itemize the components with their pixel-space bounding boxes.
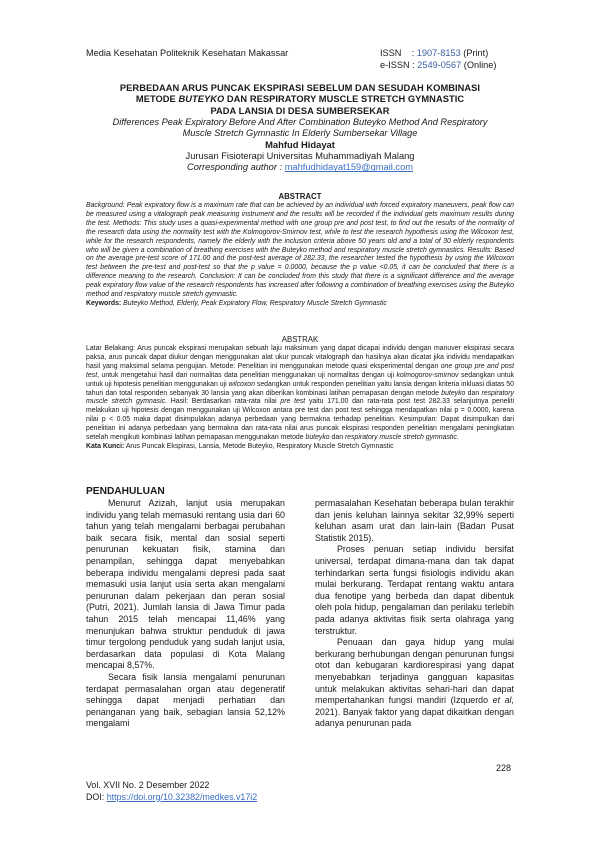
title-line-2 — [86, 94, 514, 105]
title-line-1: PERBEDAAN ARUS PUNCAK EKSPIRASI SEBELUM DAN SESUDAH KOMBINASI — [119, 83, 481, 93]
author-affiliation: Jurusan Fisioterapi Universitas Muhammadiyah Malang — [185, 150, 415, 161]
title-line-3: PADA LANSIA DI DESA SUMBERSEKAR — [210, 105, 390, 116]
title-block — [86, 83, 514, 174]
english-title-line-1: Differences Peak Expiratory Before And After Combination Buteyko Method And Respiratory — [112, 116, 488, 127]
volume-info: Vol. XVII No. 2 Desember 2022 — [86, 780, 210, 790]
abstrak-keywords — [86, 443, 514, 452]
author-email-link[interactable]: mahfudhidayat159@gmail.com — [284, 162, 413, 173]
issn-online-link[interactable]: 2549-0567 — [417, 60, 462, 70]
issn-block — [380, 47, 496, 71]
paragraph: permasalahan Kesehatan beberapa bulan terakhir dan jenis keluhan lainnya sekitar 32,99% seperti keluhan asam urat dan lain-lain (Badan Pusat Statistik 2015). — [315, 498, 514, 543]
section-heading-pendahuluan: PENDAHULUAN — [86, 486, 165, 497]
issn-print-link[interactable]: 1907-8153 — [416, 48, 461, 58]
doi-link[interactable]: https://doi.org/10.32382/medkes.v17i2 — [106, 791, 258, 802]
paragraph: Secara fisik lansia mengalami penurunan terdapat permasalahan organ atau degeneratif sehingga dapat menjadi perhatian dan penanganan yang baik, sebagian lansia 52,12% mengalami — [86, 671, 285, 729]
body-column-right — [315, 486, 514, 730]
keywords-label: Keywords: — [86, 299, 122, 307]
abstract-english — [86, 192, 514, 309]
title-line-2-italic: BUTEYKO — [178, 94, 225, 105]
keywords-text: Buteyko Method, Elderly, Peak Expiratory Flow, Respiratory Muscle Stretch Gymnastic — [121, 299, 387, 307]
issn-label: ISSN : — [380, 48, 417, 58]
abstrak-body: Latar Belakang: Arus puncak ekspirasi merupakan sebuah laju maksimum yang dapat dicapai individu dengan manuver ekspirasi secara paksa, arus puncak dapat diukur dengan menggunakan alat ukur puncak vitalograph dan hasilnya akan dicatat jika individu mendapatkan hasil yang maksimal selama pengujian. Metode: Penelitian ini menggunakan metode quasi eksperimental dengan one group pre and post test, untuk mengetahui hasil dari normalitas data penelitian menggunakan uji normalitas dengan uji kolmogorov-smirnov sedangkan untuk untuk uji hipotesis penelitian menggunakan uji wilcoxon sedangkan untuk responden penelitian yaitu lansia dengan kriteria inkluasi diatas 50 tahun dan total responden sebanyak 30 lansia yang akan diberikan kombinasi latihan pernapasan dengan metode buteyko dan respiratory muscle stretch gymnasic. Hasil: Berdasarkan rata-rata nilai pre test yaitu 171.00 dan rata-rata post test 282.33 selanjutnya peneliti melakukan uji hipotesis dengan menggunakan uji Wilcoxon antara pre test dan post test sehingga mendapatkan nilai p = 0.0000, karena nilai p < 0.05 maka dapat disimpulakan adanya perbedaan yang bermakna terhadap penelitian. Kesimpulan: Dapat disimpulkan dari penelitian ini adanya perbedaan yang bermakna dan rata-rata nilai arus puncak ekspirasi responden penelitian mengalami peningkatan setelah mengikuti kombinasi latihan pernapasan menggunakan metode buteyko dan respiratory muscle stretch gymnastic. — [86, 345, 515, 442]
abstract-keywords — [86, 300, 514, 309]
issn-online-line — [380, 59, 496, 71]
page-footer — [86, 780, 257, 803]
journal-name: Media Kesehatan Politeknik Kesehatan Makassar — [86, 48, 289, 58]
english-title-line-2: Muscle Stretch Gymnastic In Elderly Sumbersekar Village — [182, 128, 418, 139]
abstrak-heading: ABSTRAK — [281, 335, 319, 344]
body-column-left — [86, 486, 285, 730]
paragraph: Proses penuan setiap individu bersifat universal, terdapat dimana-mana dan tak dapat terhindarkan serta fungsi fisiologis individu akan mulai berkurang. Terdapat rentang waktu antara dua fenotipe yang berbeda dan dapat dibentuk oleh pola hidup, pengalaman dan perilaku terlebih pada adanya aktivitas fisik serta olahraga yang terstruktur. — [315, 544, 514, 636]
issn-online-suffix: (Online) — [461, 60, 497, 70]
eissn-label: e-ISSN : — [380, 60, 418, 70]
paragraph: Penuaan dan gaya hidup yang mulai berkurang berhubungan dengan penurunan fungsi otot dan kebugaran kardiorespirasi yang dapat menyebabkan terjadinya gangguan kapasitas untuk melakukan aktivitas sehari-hari dan dapat mempertahankan fungsi mandiri (Izquerdo et al, 2021). Banyak faktor yang dapat dikaitkan dengan adanya penurunan pada — [315, 637, 514, 729]
kata-kunci-text: Arus Puncak Ekspirasi, Lansia, Metode Buteyko, Respiratory Muscle Stretch Gymnastic — [124, 442, 394, 450]
english-title — [86, 117, 514, 140]
issn-print-line — [380, 47, 496, 59]
page-number: 228 — [496, 763, 512, 773]
corresponding-author — [86, 162, 514, 174]
corresponding-label: Corresponding author : — [187, 162, 285, 173]
issn-print-suffix: (Print) — [460, 48, 489, 58]
paper-title — [86, 83, 514, 117]
doi-line — [86, 792, 257, 804]
author-name: Mahfud Hidayat — [265, 139, 335, 151]
title-line-2-pre: METODE — [135, 94, 179, 105]
paragraph: Menurut Azizah, lanjut usia merupakan individu yang telah memasuki rentang usia dari 60 tahun yang telah mengalami berbagai perubahan baik secara fisik, mental dan sosial seperti penurunan kekuatan fisik, stamina dan penampilan, sehingga dapat menyebabkan beberapa individu mengalami depresi pada saat memasuki usia lanjut usia serta akan mengalami penurunan dalam pekerjaan dan peran sosial (Putri, 2021). Jumlah lansia di Jawa Timur pada tahun 2015 telah mencapai 11,46% yang menunjukan bahwa struktur penduduk di jawa timur tergolong penduduk yang sudah lanjut usia, berdasarkan data populasi di Kota Malang mencapai 8,57%. — [86, 498, 285, 671]
abstract-indonesian — [86, 335, 514, 452]
doi-label: DOI: — [86, 791, 107, 802]
abstract-heading: ABSTRACT — [278, 192, 322, 201]
abstract-body: Background: Peak expiratory flow is a maximum rate that can be achieved by an individual with forced expiratory maneuvers, peak flow can be measured using a vitalograph peak measuring instrument and the results will be recorded if the individual gets maximum results during the test. Methods: This study uses a quasi-experimental method with one group pre and post test, to find out the results of the normality of the research data using the normality test with the Kolmogorov-Smirnov test, while to test the research hypothesis using the Wilcoxon test, while for the research respondents, namely the elderly with the inclusion criteria above 50 years old and a total of 30 elderly respondents who will be given a combination of breathing exercises with the Buteyko method and respiratory muscle stretch gymnastics. Results: Based on the average pre-test score of 171.00 and the post-test average of 282.33, the researcher tested the hypothesis by using the Wilcoxon test between the pre-test and post-test so that the p value = 0.0000, because the p value <0.05, it can be concluded that there is a difference meaning to the research. Conclusion: It can be concluded from this study that there is a significant difference and the average peak expiratory flow value of the research respondents has increased after following a combination of breathing exercises using the Buteyko method and respiratory muscle stretch gymnastic. — [86, 202, 514, 299]
title-line-2-post: DAN RESPIRATORY MUSCLE STRETCH GYMNASTIC — [224, 94, 465, 105]
kata-kunci-label: Kata Kunci: — [86, 442, 125, 450]
